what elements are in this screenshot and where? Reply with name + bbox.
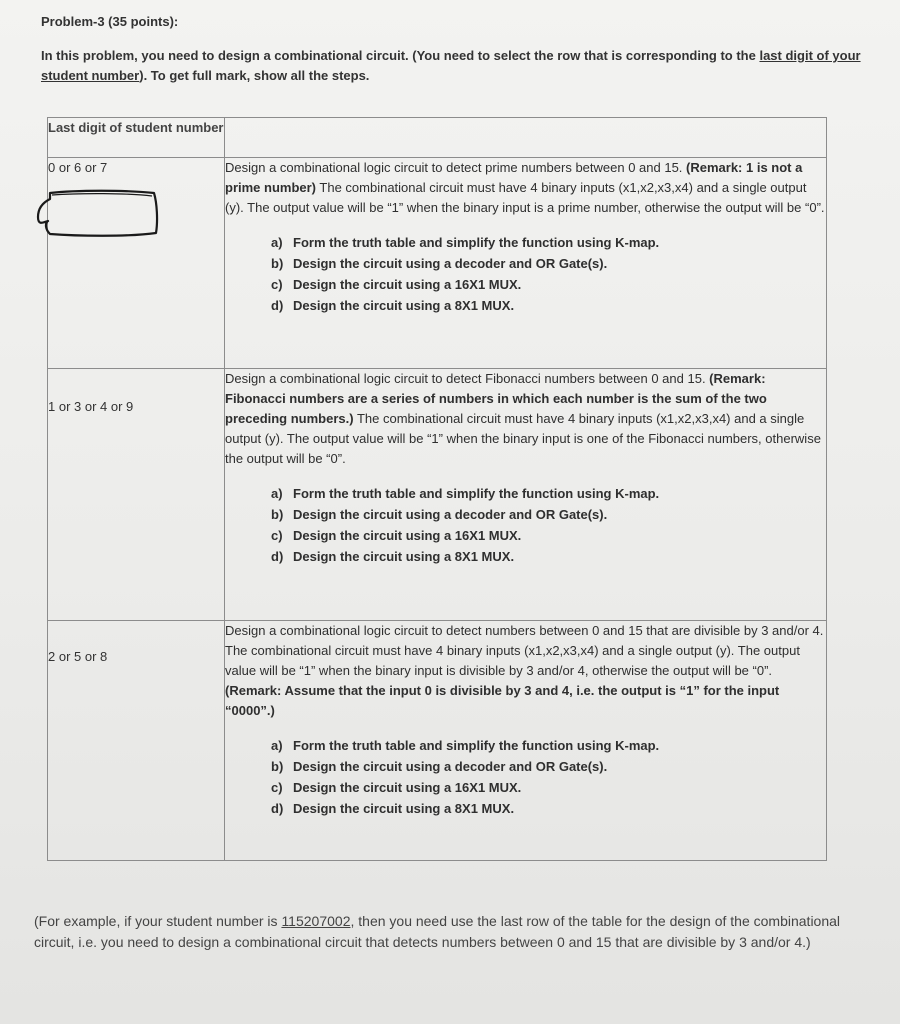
step-text: Design the circuit using a 8X1 MUX. (293, 549, 515, 564)
row-digits: 0 or 6 or 7 (48, 160, 108, 175)
step-item (271, 798, 826, 819)
step-item (271, 295, 826, 316)
step-item (271, 525, 826, 546)
step-item (271, 253, 826, 274)
table-row (48, 369, 827, 621)
description-cell (225, 621, 827, 861)
step-marker: c) (271, 780, 283, 795)
row-description (225, 158, 826, 218)
description-remark: (Remark: Assume that the input 0 is divisible by 3 and 4, i.e. the output is “1” for the input “0000”.) (225, 683, 780, 718)
intro-text-end: ). To get full mark, show all the steps. (139, 68, 370, 83)
step-marker: b) (271, 507, 284, 522)
step-marker: b) (271, 759, 284, 774)
step-text: Form the truth table and simplify the function using K-map. (293, 486, 660, 501)
intro-underlined-text: last digit of your student number (41, 48, 861, 83)
description-cell (225, 158, 827, 369)
step-marker: d) (271, 801, 284, 816)
step-text: Design the circuit using a 16X1 MUX. (293, 528, 522, 543)
step-item (271, 483, 826, 504)
step-marker: d) (271, 549, 284, 564)
step-text: Design the circuit using a decoder and OR Gate(s). (293, 507, 608, 522)
table-row (48, 158, 827, 369)
step-text: Design the circuit using a 8X1 MUX. (293, 298, 515, 313)
description-segment: Design a combinational logic circuit to detect numbers between 0 and 15 that are divisible by 3 and/or 4. The combinational circuit must have 4 binary inputs (x1,x2,x3,x4) and a single output (y). The output value will be “1” when the binary input is divisible by 3 and/or 4, otherwise the output will be “0”. (225, 623, 824, 678)
row-digits: 2 or 5 or 8 (48, 649, 108, 664)
steps-list (271, 483, 826, 567)
digit-cell (48, 369, 225, 621)
steps-list (271, 735, 826, 819)
intro-text-start: In this problem, you need to design a combinational circuit. (You need to select the row that is corresponding to the (41, 48, 760, 63)
header-empty-cell (225, 118, 827, 158)
hand-drawn-circle-mark-icon (36, 187, 160, 239)
step-text: Form the truth table and simplify the function using K-map. (293, 738, 660, 753)
row-description (225, 621, 826, 721)
digit-cell (48, 621, 225, 861)
problem-table (47, 117, 827, 861)
footer-text-start: (For example, if your student number is (34, 913, 282, 929)
footer-note (34, 911, 884, 953)
step-item (271, 735, 826, 756)
step-item (271, 274, 826, 295)
step-marker: a) (271, 235, 283, 250)
step-text: Design the circuit using a decoder and OR Gate(s). (293, 759, 608, 774)
step-text: Design the circuit using a decoder and OR Gate(s). (293, 256, 608, 271)
step-item (271, 777, 826, 798)
problem-title: Problem-3 (35 points): (41, 14, 179, 29)
table-header-row (48, 118, 827, 158)
step-marker: c) (271, 277, 283, 292)
step-item (271, 546, 826, 567)
description-remark: (Remark: 1 is not a prime number) (225, 160, 803, 195)
row-description (225, 369, 826, 469)
step-text: Design the circuit using a 8X1 MUX. (293, 801, 515, 816)
footer-student-number: 115207002 (281, 913, 351, 929)
description-segment: The combinational circuit must have 4 binary inputs (x1,x2,x3,x4) and a single output (y). The output value will be “1” when the binary input is one of the Fibonacci numbers, otherwise the output will be “0”. (225, 411, 821, 466)
problem-intro (41, 46, 861, 86)
header-cell: Last digit of student number (48, 118, 225, 158)
step-marker: d) (271, 298, 284, 313)
description-segment: Design a combinational logic circuit to detect Fibonacci numbers between 0 and 15. (225, 371, 710, 386)
step-item (271, 232, 826, 253)
step-item (271, 504, 826, 525)
description-segment: Design a combinational logic circuit to detect prime numbers between 0 and 15. (225, 160, 687, 175)
step-marker: a) (271, 738, 283, 753)
description-segment: The combinational circuit must have 4 binary inputs (x1,x2,x3,x4) and a single output (y). The output value will be “1” when the binary input is a prime number, otherwise the output will be “0”. (225, 180, 825, 215)
step-item (271, 756, 826, 777)
step-marker: a) (271, 486, 283, 501)
table-row (48, 621, 827, 861)
step-text: Design the circuit using a 16X1 MUX. (293, 277, 522, 292)
description-cell (225, 369, 827, 621)
row-digits: 1 or 3 or 4 or 9 (48, 399, 134, 414)
footer-text-end: , then you need use the last row of the table for the design of the combinational circuit, i.e. you need to design a combinational circuit that detects numbers between 0 and 15 that are divisible by 3 and/or 4.) (34, 913, 841, 950)
step-marker: c) (271, 528, 283, 543)
description-remark: (Remark: Fibonacci numbers are a series of numbers in which each number is the sum of the two preceding numbers.) (225, 371, 767, 426)
step-text: Form the truth table and simplify the function using K-map. (293, 235, 660, 250)
step-text: Design the circuit using a 16X1 MUX. (293, 780, 522, 795)
steps-list (271, 232, 826, 316)
step-marker: b) (271, 256, 284, 271)
